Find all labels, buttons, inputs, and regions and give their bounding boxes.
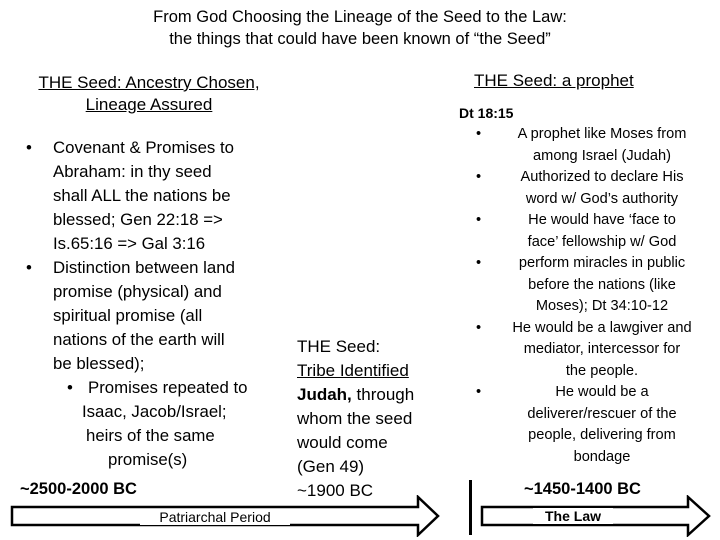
title-line-1: From God Choosing the Lineage of the Seed to the Law: bbox=[153, 8, 567, 26]
right-date: ~1450-1400 BC bbox=[524, 480, 641, 498]
bullet-dot: • bbox=[26, 138, 32, 157]
bullet-dot: • bbox=[476, 319, 482, 336]
left-sub-bullet-promises: • Promises repeated to Isaac, Jacob/Israel; heirs of the same promise(s) bbox=[67, 378, 248, 469]
bullet-dot: • bbox=[476, 212, 482, 228]
right-bullet-deliverer: • He would be a deliverer/rescuer of the people, delivering from bondage bbox=[476, 384, 677, 465]
left-bullet-covenant: • Covenant & Promises to Abraham: in thy seed shall ALL the nations be blessed; Gen 22:18 => Is.65:16 => Gal 3:16 bbox=[26, 138, 234, 253]
left-heading-line-2: Lineage Assured bbox=[85, 95, 213, 114]
middle-date: ~1900 BC bbox=[297, 481, 374, 500]
middle-line-3: Judah, through bbox=[297, 385, 415, 404]
patriarchal-period-label: Patriarchal Period bbox=[140, 509, 290, 525]
page-title bbox=[0, 6, 720, 50]
left-date: ~2500-2000 BC bbox=[20, 480, 137, 498]
right-bullet-prophet: • A prophet like Moses from among Israel (Judah) bbox=[476, 126, 687, 164]
middle-line-6: (Gen 49) bbox=[297, 457, 365, 476]
right-bullet-list bbox=[458, 124, 706, 468]
right-heading: THE Seed: a prophet bbox=[474, 71, 634, 90]
the-law-label: The Law bbox=[533, 508, 613, 524]
middle-line-2: Tribe Identified bbox=[297, 361, 409, 380]
left-bullet-list bbox=[20, 136, 278, 472]
middle-line-5: would come bbox=[297, 433, 388, 452]
right-bullet-miracles: • perform miracles in public before the nations (like Moses); Dt 34:10-12 bbox=[476, 255, 686, 314]
right-reference: Dt 18:15 bbox=[459, 105, 514, 121]
right-bullet-authorized: • Authorized to declare His word w/ God’s authority bbox=[476, 169, 684, 207]
bullet-dot: • bbox=[476, 126, 482, 142]
title-line-2: the things that could have been known of “the Seed” bbox=[169, 30, 551, 48]
left-bullet-distinction: • Distinction between land promise (physical) and spiritual promise (all nations of the earth will be blessed); bbox=[26, 258, 235, 373]
right-bullet-fellowship: • He would have ‘face to face’ fellowship w/ God bbox=[476, 212, 677, 250]
left-heading bbox=[20, 72, 278, 116]
left-heading-line-1: THE Seed: Ancestry Chosen, bbox=[38, 73, 260, 92]
bullet-dot: • bbox=[476, 169, 482, 185]
middle-line-1: THE Seed: bbox=[297, 337, 381, 356]
right-bullet-lawgiver: • He would be a lawgiver and mediator, intercessor for the people. bbox=[476, 319, 692, 379]
bullet-dot: • bbox=[476, 255, 482, 271]
middle-block bbox=[297, 335, 447, 503]
timeline-divider bbox=[469, 480, 472, 535]
bullet-dot: • bbox=[26, 258, 32, 277]
middle-line-4: whom the seed bbox=[297, 409, 413, 428]
bullet-dot: • bbox=[476, 384, 482, 400]
bullet-dot: • bbox=[67, 378, 73, 397]
